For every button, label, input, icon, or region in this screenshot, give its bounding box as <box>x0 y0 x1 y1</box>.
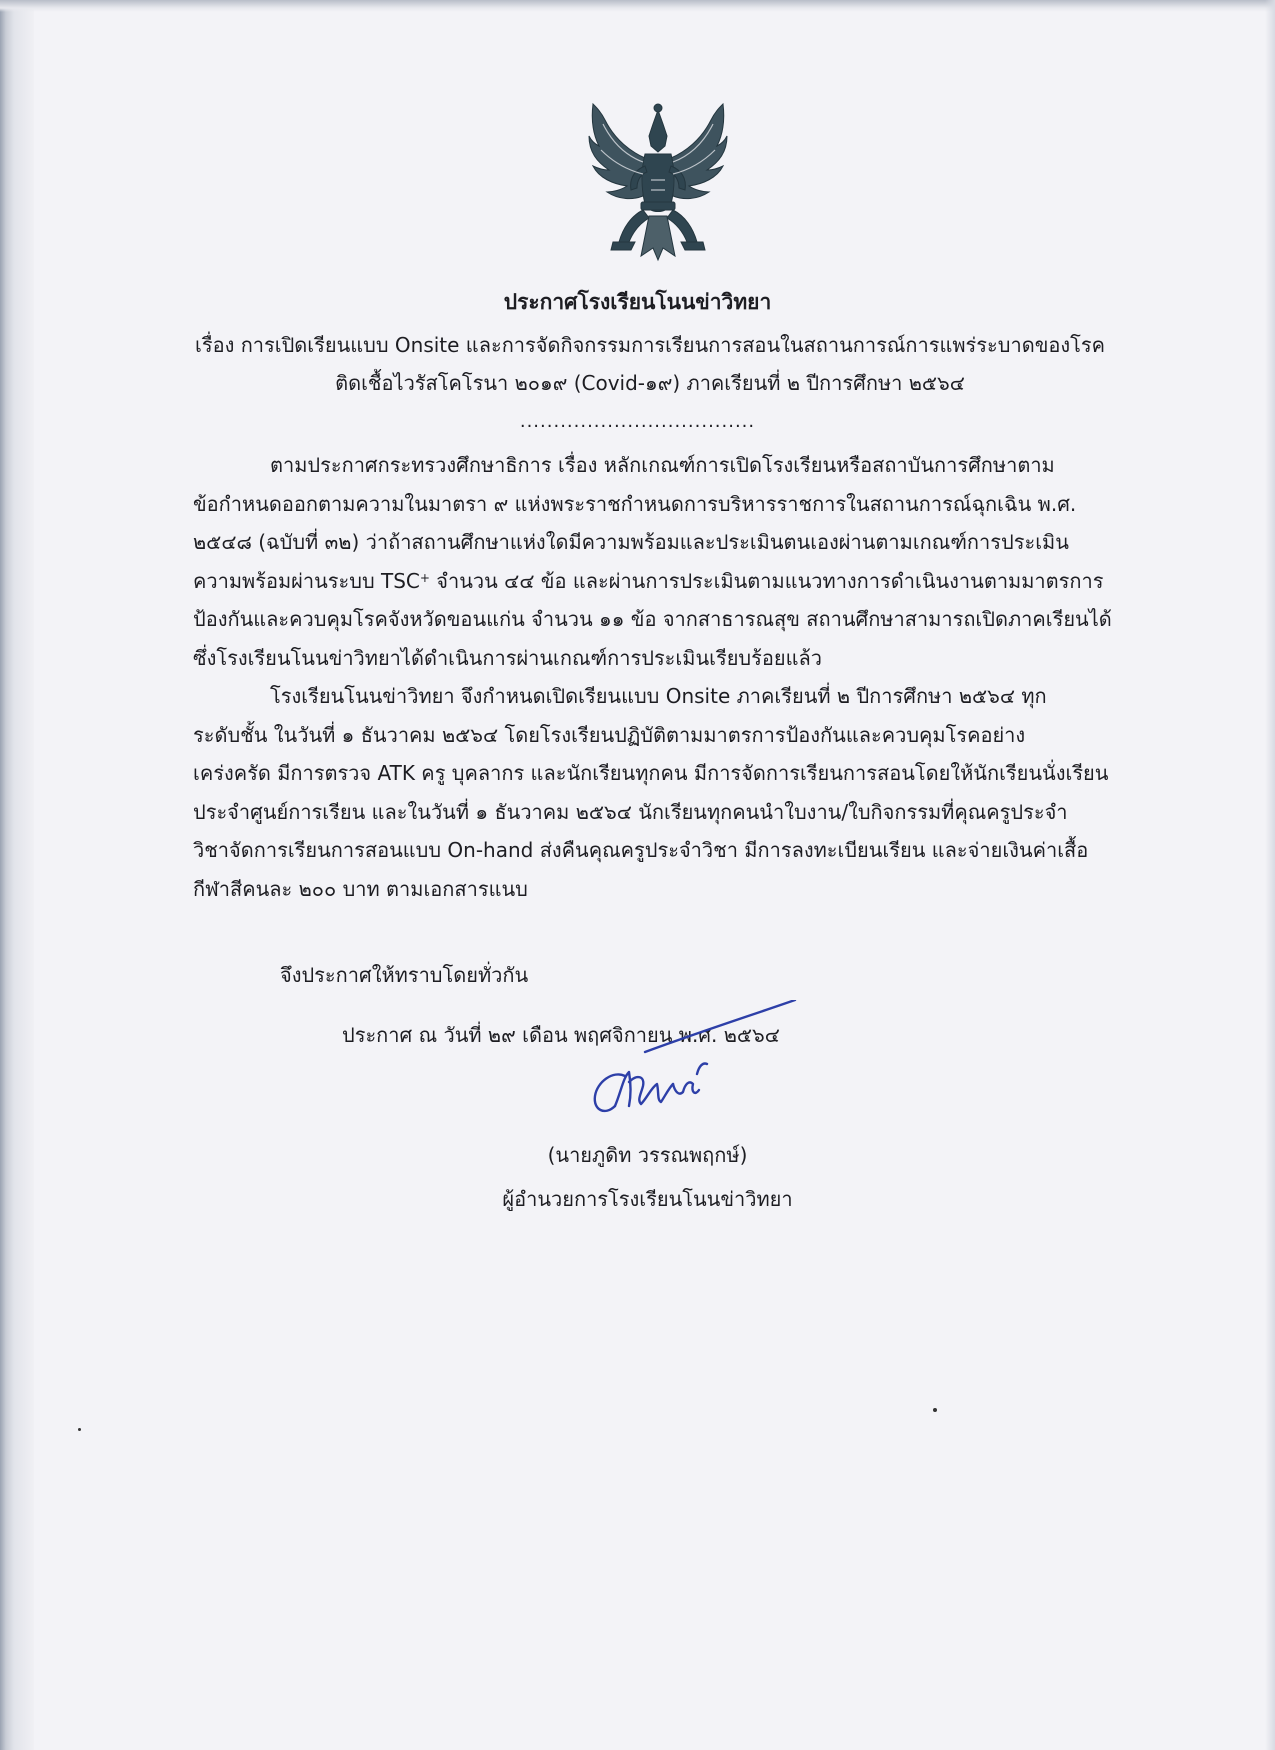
paragraph1-line <box>193 562 1128 601</box>
dotted-divider: ................................... <box>519 411 756 432</box>
paragraph1-line: ข้อกำหนดออกตามความในมาตรา ๙ แห่งพระราชกำหนดการบริหารราชการในสถานการณ์ฉุกเฉิน พ.ศ. <box>193 491 1077 516</box>
paragraph1-line: ๒๕๔๘ (ฉบับที่ ๓๒) ว่าถ้าสถานศึกษาแห่งใดมีความพร้อมและประเมินตนเองผ่านตามเกณฑ์การประเมิน <box>193 530 1069 554</box>
paragraph2-line: วิชาจัดการเรียนการสอนแบบ On-hand ส่งคืนคุณครูประจำวิชา มีการลงทะเบียนเรียน และจ่ายเงินค่าเสื้อ <box>193 838 1089 862</box>
scan-speck <box>933 1408 937 1412</box>
paragraph2-line: กีฬาสีคนละ ๒๐๐ บาท ตามเอกสารแนบ <box>193 876 528 901</box>
tsc-text: ความพร้อมผ่านระบบ TSC <box>193 568 420 593</box>
subject-line: เรื่อง การเปิดเรียนแบบ Onsite และการจัดกิจกรรมการเรียนการสอนในสถานการณ์การแพร่ระบาดของโรค <box>194 333 1106 357</box>
paragraph1-line: ตามประกาศกระทรวงศึกษาธิการ เรื่อง หลักเกณฑ์การเปิดโรงเรียนหรือสถาบันการศึกษาตาม <box>270 453 1055 477</box>
paragraph1-line: ซึ่งโรงเรียนโนนข่าวิทยาได้ดำเนินการผ่านเกณฑ์การประเมินเรียบร้อยแล้ว <box>193 645 822 670</box>
tsc-plus-superscript: + <box>419 570 430 585</box>
announcement-heading: ประกาศโรงเรียนโนนข่าวิทยา <box>503 290 772 314</box>
scan-speck <box>78 1428 81 1431</box>
tsc-line-rest: จำนวน ๔๔ ข้อ และผ่านการประเมินตามแนวทางการดำเนินงานตามมาตรการ <box>429 568 1104 593</box>
announcement-subject <box>150 326 1150 402</box>
paragraph2-line: ระดับชั้น ในวันที่ ๑ ธันวาคม ๒๕๖๔ โดยโรงเรียนปฏิบัติตามมาตรการป้องกันและควบคุมโรคอย่าง <box>193 722 1026 747</box>
paragraph1-line: ป้องกันและควบคุมโรคจังหวัดขอนแก่น จำนวน ๑๑ ข้อ จากสาธารณสุข สถานศึกษาสามารถเปิดภาคเรียนได้ <box>193 607 1112 631</box>
garuda-emblem-icon <box>583 100 733 262</box>
paragraph2-line: ประจำศูนย์การเรียน และในวันที่ ๑ ธันวาคม ๒๕๖๔ นักเรียนทุกคนนำใบงาน/ใบกิจกรรมที่คุณครูประจำ <box>193 799 1068 824</box>
announcement-body <box>193 446 1128 908</box>
signer-name: (นายภูดิท วรรณพฤกษ์) <box>547 1143 748 1167</box>
subject-line: ติดเชื้อไวรัสโคโรนา ๒๐๑๙ (Covid-๑๙) ภาคเรียนที่ ๒ ปีการศึกษา ๒๕๖๔ <box>335 371 965 395</box>
signer-title: ผู้อำนวยการโรงเรียนโนนข่าวิทยา <box>502 1187 793 1211</box>
closing-statement: จึงประกาศให้ทราบโดยทั่วกัน <box>280 963 529 987</box>
paragraph2-line: โรงเรียนโนนข่าวิทยา จึงกำหนดเปิดเรียนแบบ Onsite ภาคเรียนที่ ๒ ปีการศึกษา ๒๕๖๔ ทุก <box>270 684 1047 708</box>
paragraph2-line: เคร่งครัด มีการตรวจ ATK ครู บุคลากร และนักเรียนทุกคน มีการจัดการเรียนการสอนโดยให้นักเรียนนั่งเรียน <box>193 761 1109 785</box>
announcement-date: ประกาศ ณ วันที่ ๒๙ เดือน พฤศจิกายน พ.ศ. ๒๕๖๔ <box>342 1023 780 1047</box>
signature-image <box>585 1000 815 1130</box>
